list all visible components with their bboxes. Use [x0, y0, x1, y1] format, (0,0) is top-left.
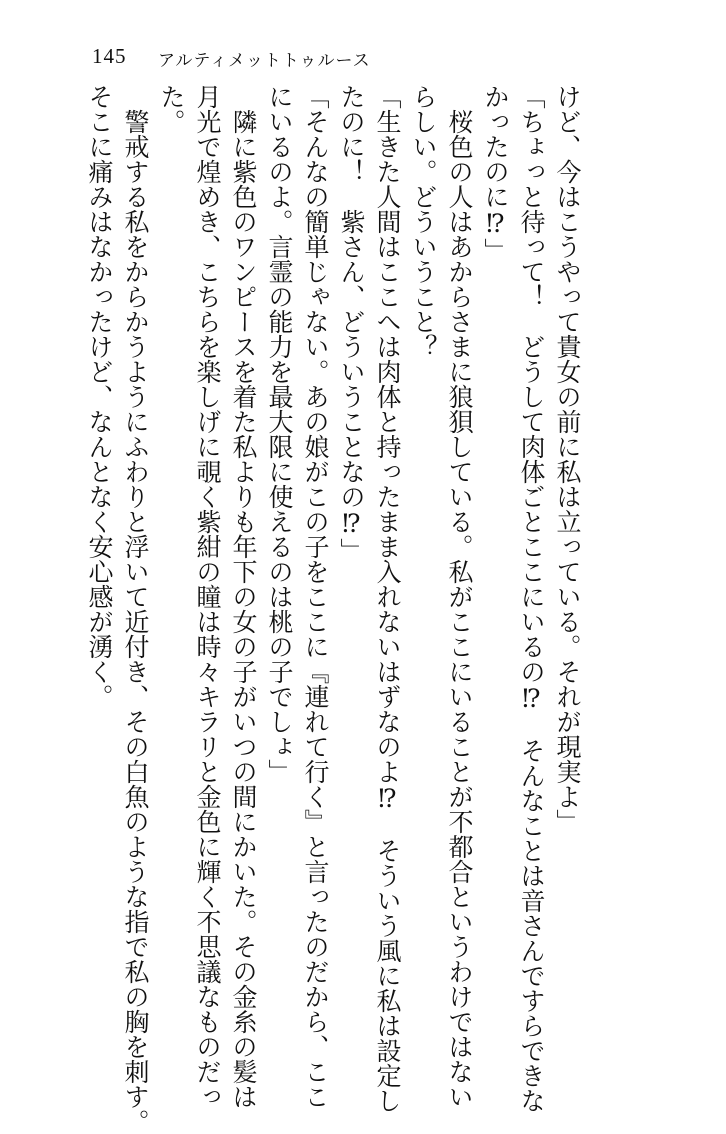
text-column: にいるのよ。言霊の能力を最大限に使えるのは桃の子でしょ」 [265, 84, 294, 784]
text-column: た。 [157, 84, 186, 134]
text-column: 桜色の人はあからさまに狼狽している。私がここにいることが不都合というわけではない [445, 84, 474, 1109]
text-column: けど、今はこうやって貴女の前に私は立っている。それが現実よ」 [553, 84, 582, 834]
text-column: 「そんなの簡単じゃない。あの娘がこの子をここに『連れて行く』と言ったのだから、ここ [301, 84, 330, 1109]
text-column: 「生きた人間はここへは肉体と持ったまま入れないはずなのよ⁉ そういう風に私は設定し [373, 84, 402, 1113]
vertical-text-body [80, 84, 582, 1134]
text-column: らしい。どういうこと？ [409, 84, 438, 359]
text-column: 「ちょっと待って！ どうして肉体ごとここにいるの⁉ そんなことは音さんですらできな [517, 84, 546, 1113]
text-column: 隣に紫色のワンピースを着た私よりも年下の女の子がいつの間にかいた。その金糸の髪は [229, 84, 258, 1109]
text-column: かったのに⁉」 [481, 84, 510, 263]
running-title: アルティメットトゥルース [158, 51, 371, 71]
text-column: 月光で煌めき、こちらを楽しげに覗く紫紺の瞳は時々キラリと金色に輝く不思議なものだっ [193, 84, 222, 1109]
page-header [0, 44, 726, 74]
text-column: そこに痛みはなかったけど、なんとなく安心感が湧く。 [85, 84, 114, 709]
page-number: 145 [92, 44, 127, 68]
text-column: たのに！ 紫さん、どういうことなの⁉」 [337, 84, 366, 563]
text-column: 警戒する私をからかうようにふわりと浮いて近付き、その白魚のような指で私の胸を刺す。 [121, 84, 150, 1134]
